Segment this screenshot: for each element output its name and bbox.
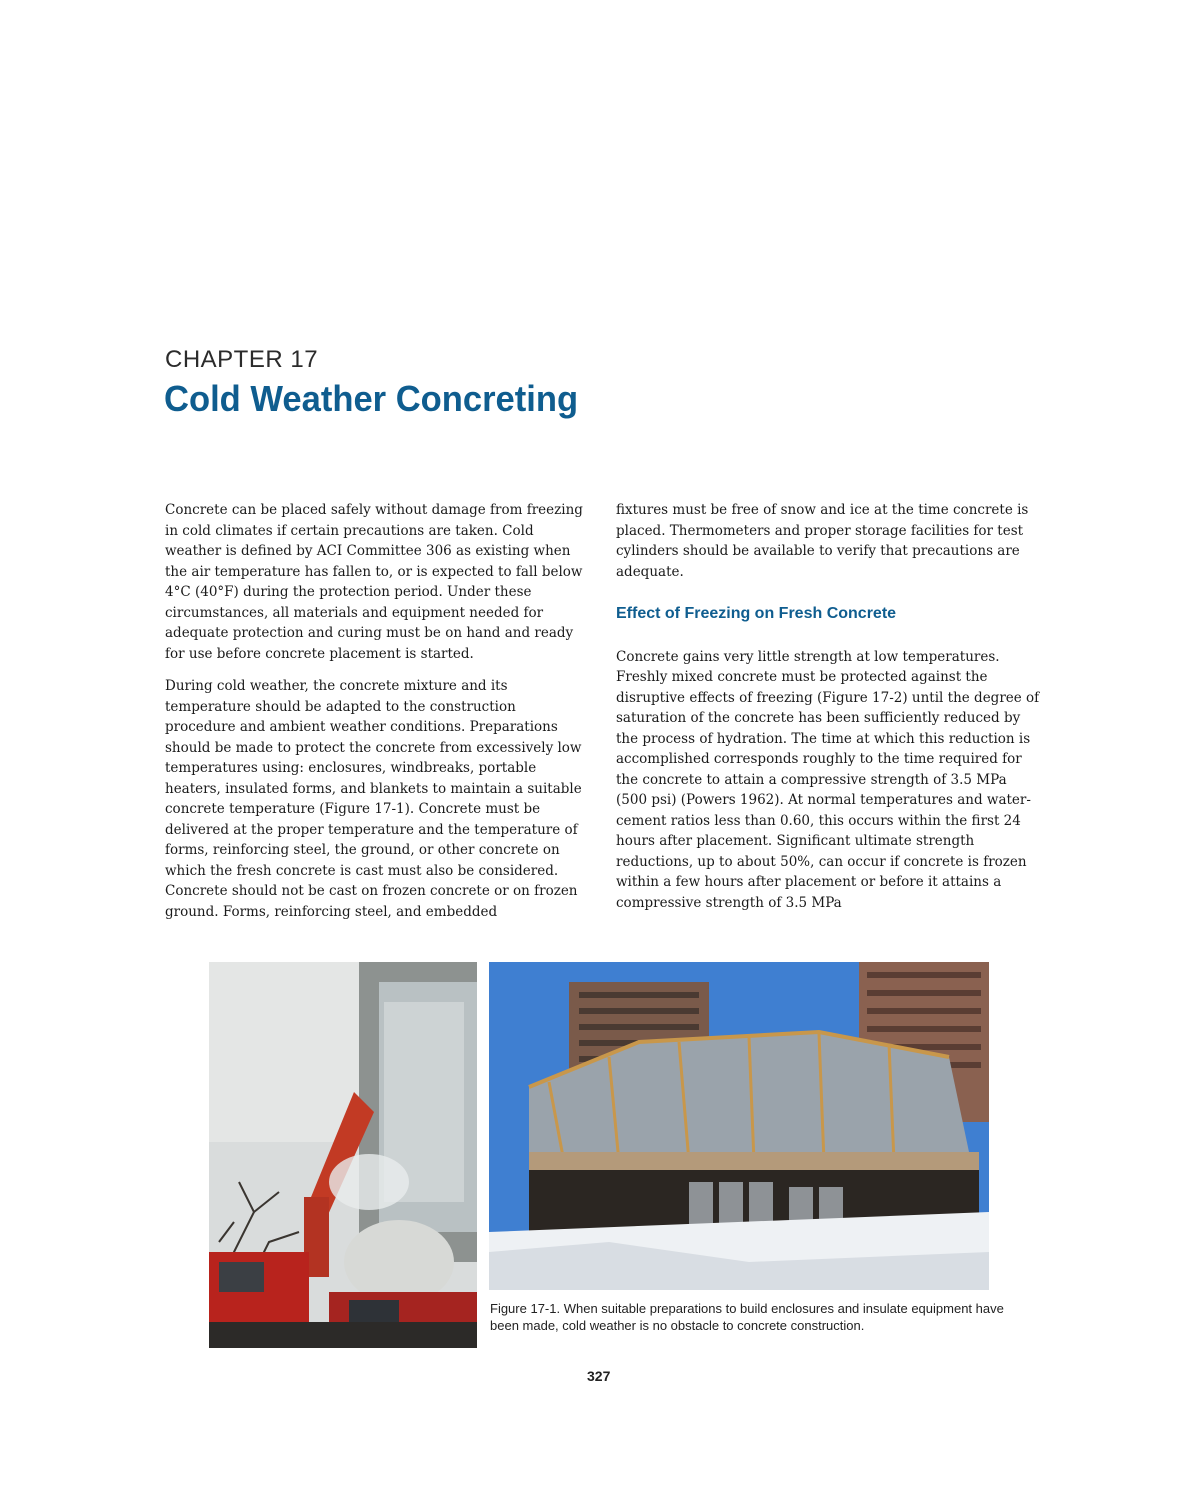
photo-winter-enclosure <box>489 962 989 1290</box>
figure-caption <box>490 1300 1010 1334</box>
chapter-title: Cold Weather Concreting <box>164 378 579 419</box>
photo-concrete-pump-truck <box>209 962 477 1348</box>
paragraph: fixtures must be free of snow and ice at the time concrete is placed. Thermometers and proper storage facilities for test cylinders should be available to verify that precautions are adequate. <box>616 502 1029 580</box>
paragraph: Concrete gains very little strength at low temperatures. Freshly mixed concrete must be protected against the disruptive effects of freezing (Figure 17-2) until the degree of saturation of the concrete has been sufficiently reduced by the process of hydration. The time at which this reduction is accomplished corresponds roughly to the time required for the concrete to attain a compressive strength of 3.5 MPa (500 psi) (Powers 1962). At normal temperatures and water-cement ratios less than 0.60, this occurs within the first 24 hours after placement. Significant ultimate strength reductions, up to about 50%, can occur if concrete is frozen within a few hours after placement or before it attains a compressive strength of 3.5 MPa <box>616 648 1040 911</box>
paragraph: Concrete can be placed safely without damage from freezing in cold climates if certain precautions are taken. Cold weather is defined by ACI Committee 306 as existing when the air temperature has fallen to, or is expected to fall below 4°C (40°F) during the protection period. Under these circumstances, all materials and equipment needed for adequate protection and curing must be on hand and ready for use before concrete placement is started. <box>165 502 583 662</box>
section-heading: Effect of Freezing on Fresh Concrete <box>616 605 897 622</box>
page-number: 327 <box>587 1368 611 1384</box>
chapter-label: CHAPTER 17 <box>165 346 319 373</box>
figure-caption-text: When suitable preparations to build enclosures and insulate equipment have been made, cold weather is no obstacle to concrete construction. <box>490 1301 1004 1333</box>
paragraph: During cold weather, the concrete mixture and its temperature should be adapted to the construction procedure and ambient weather conditions. Preparations should be made to protect the concrete from excessively low temperatures using: enclosures, windbreaks, portable heaters, insulated forms, and blankets to maintain a suitable concrete temperature (Figure 17-1). Concrete must be delivered at the proper temperature and the temperature of forms, reinforcing steel, the ground, or other concrete on which the fresh concrete is cast must also be considered. Concrete should not be cast on frozen concrete or on frozen ground. Forms, reinforcing steel, and embedded <box>165 678 582 920</box>
figure-label: Figure 17-1. <box>490 1301 561 1316</box>
left-column <box>165 500 590 934</box>
right-column <box>616 500 1041 925</box>
